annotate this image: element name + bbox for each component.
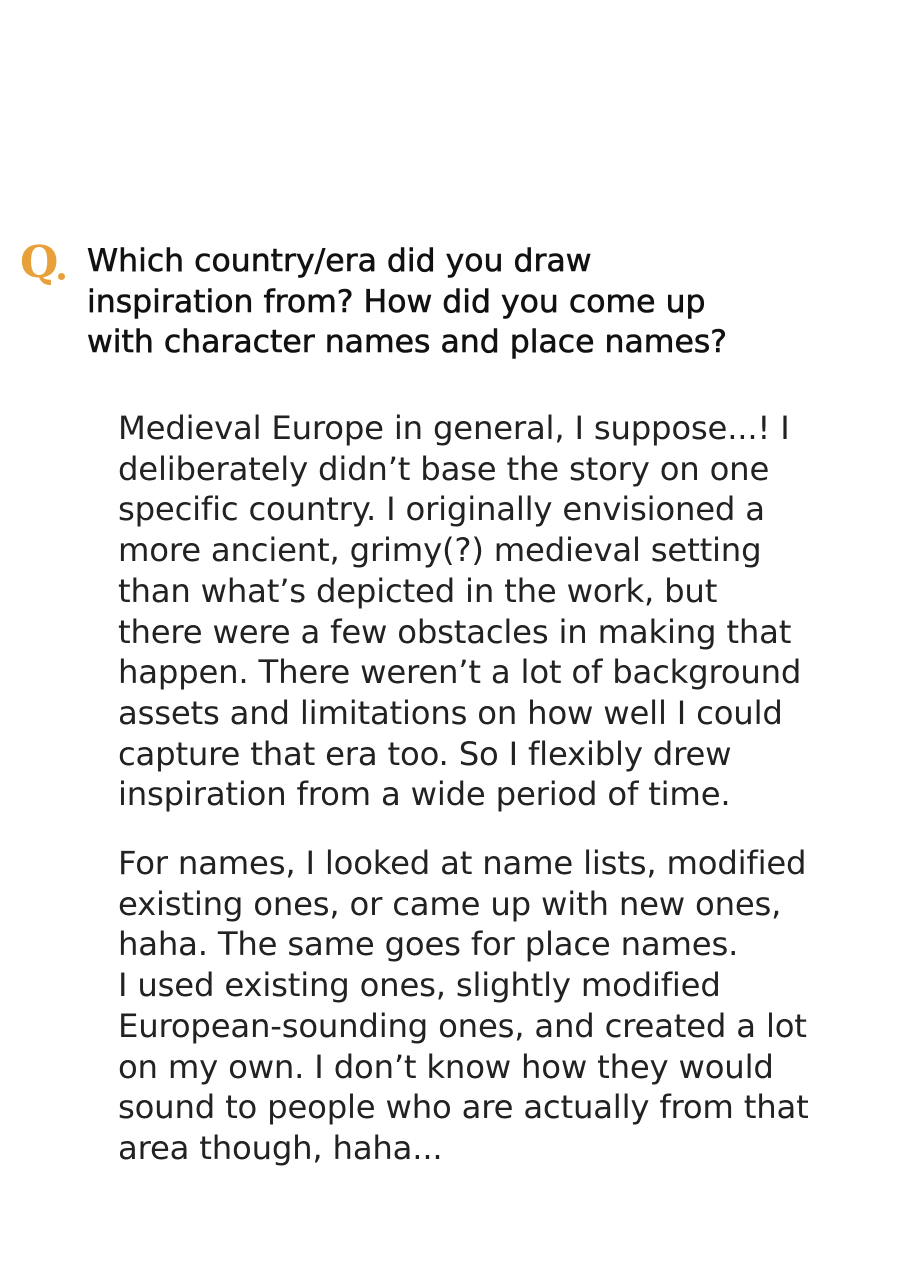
answer-line: For names, I looked at name lists, modified — [118, 844, 807, 883]
answer-line: I used existing ones, slightly modified — [118, 966, 721, 1005]
answer-line: inspiration from a wide period of time. — [118, 775, 731, 814]
answer-paragraph-1 — [118, 408, 878, 815]
question-line: Which country/era did you draw — [87, 243, 592, 279]
question-line: inspiration from? How did you come up — [87, 283, 706, 320]
answer-line: deliberately didn’t base the story on one — [118, 449, 770, 488]
answer-text — [118, 408, 878, 1169]
q-dot — [58, 273, 65, 280]
answer-line: capture that era too. So I flexibly drew — [118, 734, 732, 773]
answer-line: existing ones, or came up with new ones, — [118, 884, 782, 923]
answer-line: specific country. I originally envisioned a — [118, 490, 765, 529]
answer-line: there were a few obstacles in making that — [118, 612, 792, 651]
answer-line: European-sounding ones, and created a lot — [118, 1006, 807, 1045]
answer-line: Medieval Europe in general, I suppose...! I — [118, 409, 790, 447]
question-line: with character names and place names? — [87, 324, 727, 360]
answer-line: than what’s depicted in the work, but — [118, 571, 718, 610]
q-mark-icon — [20, 237, 80, 311]
answer-line: assets and limitations on how well I could — [118, 693, 783, 732]
answer-line: sound to people who are actually from that — [118, 1088, 809, 1127]
answer-line: area though, haha... — [118, 1128, 443, 1167]
q-letter: Q — [20, 237, 59, 288]
answer-paragraph-2 — [118, 843, 878, 1169]
answer-line: haha. The same goes for place names. — [118, 925, 739, 964]
answer-line: more ancient, grimy(?) medieval setting — [118, 531, 762, 570]
answer-line: happen. There weren’t a lot of background — [118, 653, 802, 692]
question-text — [87, 241, 867, 363]
answer-line: on my own. I don’t know how they would — [118, 1047, 774, 1086]
